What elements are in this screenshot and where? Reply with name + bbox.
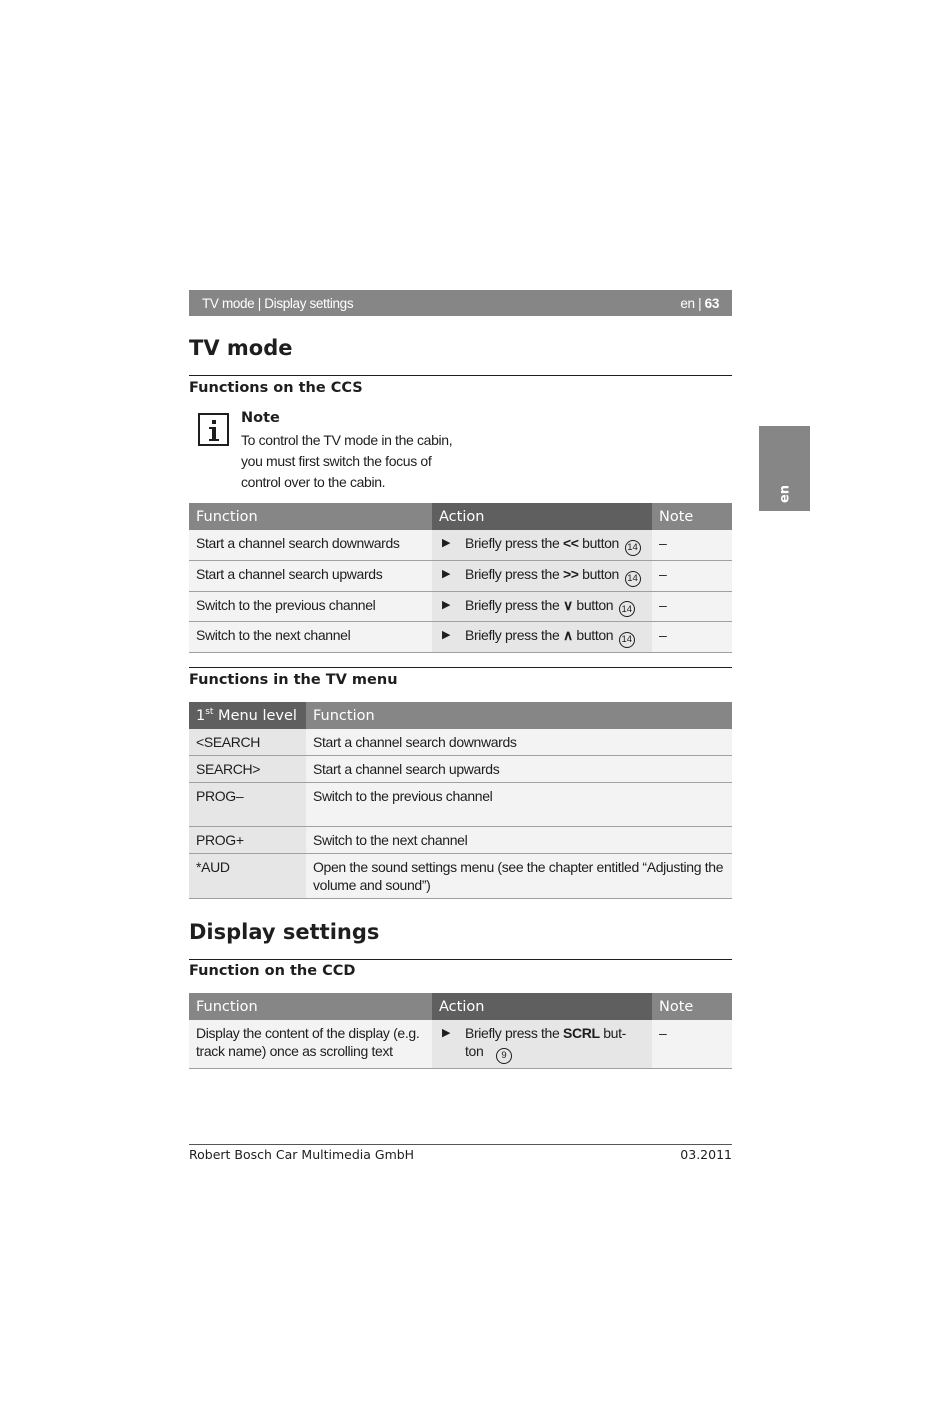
play-arrow-icon: ▶ [442,629,451,642]
ccd-heading: Function on the CCD [189,963,356,979]
function-cell: Start a channel search upwards [306,756,732,783]
action-text: Briefly press the [465,596,563,613]
action-text: Briefly press the [465,535,563,551]
divider [189,375,732,376]
function-cell: Start a channel search downwards [306,729,732,756]
function-cell: Display the content of the display (e.g. track name) once as scrolling text [189,1020,432,1068]
tv-menu-table [189,702,732,899]
button-symbol: << [562,535,579,551]
play-arrow-icon: ▶ [442,598,451,611]
play-arrow-icon: ▶ [442,1027,451,1039]
footer-date: 03.2011 [680,1147,732,1162]
action-cell [432,530,652,560]
action-text: but- [599,1025,626,1041]
footer-divider [189,1144,732,1145]
note-cell: – [652,1020,732,1068]
action-text: Briefly press the [465,565,563,582]
ccd-functions-table [189,993,732,1069]
action-text: Briefly press the [465,1025,563,1041]
table-row [189,729,732,756]
action-cell [432,622,652,653]
callout-number: 14 [625,540,641,556]
header-lang: en | [680,295,702,311]
play-arrow-icon: ▶ [442,567,451,580]
tv-mode-title: TV mode [189,336,293,360]
action-text: button [572,627,614,644]
function-cell: Open the sound settings menu (see the chapter entitled “Adjusting the volume and sound”) [306,854,732,899]
page-number: 63 [704,295,719,311]
table-row [189,591,732,622]
action-text: ton [465,1043,484,1059]
function-cell: Switch to the next channel [189,622,432,653]
tv-menu-heading: Functions in the TV menu [189,672,398,688]
table-row [189,530,732,560]
action-text: button [578,535,619,551]
button-name: SCRL [562,1025,600,1041]
note-cell: – [652,530,732,560]
menu-level-ordinal: st [205,707,214,718]
divider [189,667,732,668]
table-row [189,827,732,854]
note-text: To control the TV mode in the cabin, you must first switch the focus of control over to the cabin. [241,432,453,490]
table-row [189,854,732,899]
info-icon [198,413,229,446]
menu-level-cell: PROG+ [189,827,306,854]
column-header-menu-level [189,702,306,729]
chevron-down-icon: ∨ [562,596,573,613]
header-page-info [680,296,719,311]
note-cell: – [652,560,732,591]
table-row [189,622,732,653]
callout-number: 9 [496,1048,512,1064]
button-symbol: >> [562,565,579,582]
column-header-action: Action [432,503,652,530]
note-title: Note [241,410,280,426]
menu-level-cell: *AUD [189,854,306,899]
ccs-functions-table [189,503,732,653]
play-arrow-icon: ▶ [442,537,451,549]
function-cell: Start a channel search downwards [189,530,432,560]
action-text: Briefly press the [465,627,563,644]
menu-level-cell: <SEARCH [189,729,306,756]
language-tab-label: en [777,484,792,504]
column-header-function: Function [189,503,432,530]
display-settings-title: Display settings [189,920,380,944]
note-cell: – [652,622,732,653]
menu-level-cell: PROG– [189,783,306,827]
menu-level-label: Menu level [213,707,297,724]
table-row [189,560,732,591]
ccs-heading: Functions on the CCS [189,380,363,396]
callout-number: 14 [619,632,635,648]
function-cell: Start a channel search upwards [189,560,432,591]
action-text: button [578,565,619,582]
footer-company: Robert Bosch Car Multimedia GmbH [189,1147,415,1162]
table-row [189,783,732,827]
column-header-action: Action [432,993,652,1020]
function-cell: Switch to the previous channel [306,783,732,827]
column-header-note: Note [652,993,732,1020]
action-cell [432,560,652,591]
table-row [189,756,732,783]
menu-level-cell: SEARCH> [189,756,306,783]
note-cell: – [652,591,732,622]
table-row [189,1020,732,1068]
column-header-note: Note [652,503,732,530]
column-header-function: Function [306,702,732,729]
callout-number: 14 [625,571,641,587]
chevron-up-icon: ∧ [562,627,573,644]
header-section-title: TV mode | Display settings [202,295,354,311]
column-header-function: Function [189,993,432,1020]
action-cell [432,591,652,622]
function-cell: Switch to the next channel [306,827,732,854]
callout-number: 14 [619,601,635,617]
menu-level-number: 1 [196,707,206,724]
divider [189,959,732,960]
page-header [189,290,732,316]
action-text: button [572,596,614,613]
function-cell: Switch to the previous channel [189,591,432,622]
action-cell [432,1020,652,1068]
language-tab [759,426,810,511]
